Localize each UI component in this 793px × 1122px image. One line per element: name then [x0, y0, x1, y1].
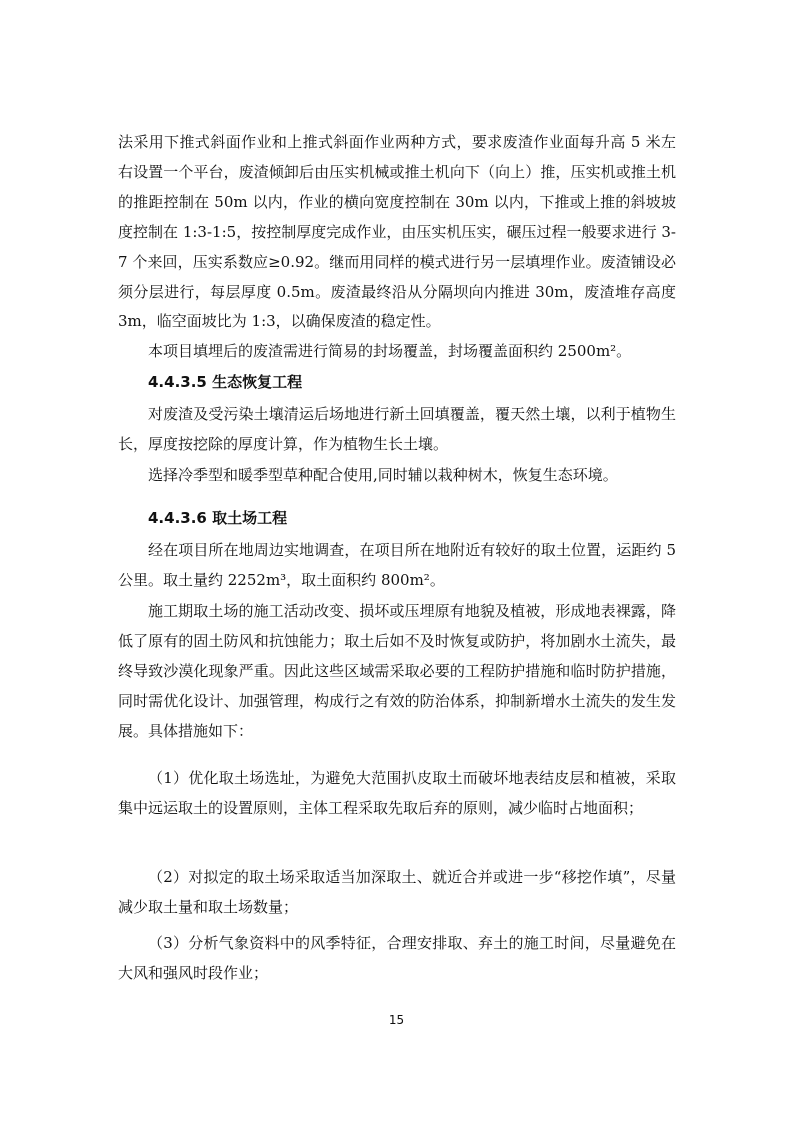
paragraph-borrow-impacts: 施工期取土场的施工活动改变、损坏或压埋原有地貌及植被，形成地表裸露，降低了原有的固土防风和抗蚀能力；取土后如不及时恢复或防护，将加剧水土流失，最终导致沙漠化现象严重。因此这些区域需采取必要的工程防护措施和临时防护措施，同时需优化设计、加强管理，构成行之有效的防治体系，抑制新增水土流失的发生发展。具体措施如下： [118, 602, 676, 740]
paragraph-dumping-method: 法采用下推式斜面作业和上推式斜面作业两种方式，要求废渣作业面每升高 5 米左右设置一个平台，废渣倾卸后由压实机械或推土机向下（向上）推，压实机或推土机的推距控制在 50m 以内，作业的横向宽度控制在 30m 以内，下推或上推的斜坡坡度控制在 1:3-1:5，按控制厚度完成作业，由压实机压实，碾压过程一般要求进行 3-7 个来回，压实系数应≥0.92。继而用同样的模式进行另一层填埋作业。废渣铺设必须分层进行，每层厚度 0.5m。废渣最终沿从分隔坝向内推进 30m，废渣堆存高度 3m，临空面坡比为 1:3，以确保废渣的稳定性。 [118, 133, 676, 331]
paragraph-measure-1: （1）优化取土场选址，为避免大范围扒皮取土而破坏地表结皮层和植被，采取集中远运取土的设置原则，主体工程采取先取后弃的原则，减少临时占地面积； [118, 769, 676, 817]
paragraph-grass-species: 选择冷季型和暖季型草种配合使用,同时辅以栽种树木，恢复生态环境。 [148, 466, 618, 484]
section-heading-ecological-restoration: 4.4.3.5 生态恢复工程 [148, 373, 303, 391]
paragraph-closure-cover: 本项目填埋后的废渣需进行简易的封场覆盖，封场覆盖面积约 2500m²。 [148, 342, 632, 360]
section-heading-borrow-pit: 4.4.3.6 取土场工程 [148, 509, 288, 527]
page-number: 15 [388, 1013, 405, 1027]
paragraph-measure-2: （2）对拟定的取土场采取适当加深取土、就近合并或进一步“移挖作填”，尽量减少取土量和取土场数量； [118, 868, 676, 916]
paragraph-measure-3: （3）分析气象资料中的风季特征，合理安排取、弃土的施工时间，尽量避免在大风和强风时段作业； [118, 934, 676, 982]
paragraph-soil-backfill: 对废渣及受污染土壤清运后场地进行新土回填覆盖，覆天然土壤，以利于植物生长，厚度按挖除的厚度计算，作为植物生长土壤。 [118, 405, 676, 453]
paragraph-borrow-location: 经在项目所在地周边实地调查，在项目所在地附近有较好的取土位置，运距约 5 公里。取土量约 2252m³，取土面积约 800m²。 [118, 541, 676, 589]
